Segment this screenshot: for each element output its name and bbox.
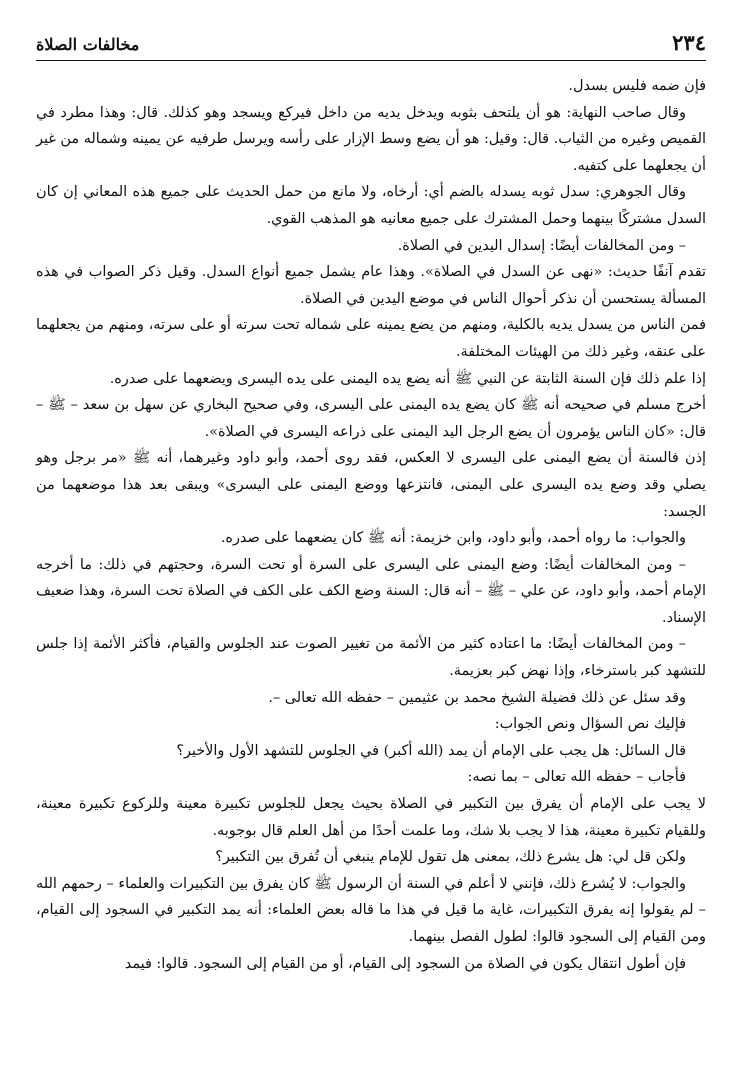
paragraph: فإليك نص السؤال ونص الجواب: — [494, 716, 686, 733]
paragraph: وقد سئل عن ذلك فضيلة الشيخ محمد بن عثيمين – حفظه الله تعالى –. — [268, 689, 686, 706]
page-number: ٢٣٤ — [672, 30, 706, 55]
paragraph: والجواب: لا يُشرع ذلك، فإنني لا أعلم في السنة أن الرسول ﷺ كان يفرق بين التكبيرات والعلماء – رحمهم الله – لم يقولوا إنه يفرق التكبيرات، غاية ما قيل في هذا ما قاله بعض العلماء: أنه يمد التكبير في السجود إلى القيام، ومن القيام إلى السجود قالوا: لطول الفصل بينهما. — [36, 875, 706, 945]
paragraph: – ومن المخالفات أيضًا: وضع اليمنى على اليسرى على السرة أو تحت السرة، وحجتهم في ذلك: ما أخرجه الإمام أحمد، وأبو داود، عن علي – ﷺ – أنه قال: السنة وضع الكف على الكف في الصلاة تحت السرة، وهذا ضعيف الإسناد. — [36, 556, 706, 626]
paragraph: قال السائل: هل يجب على الإمام أن يمد (الله أكبر) في الجلوس للتشهد الأول والأخير؟ — [176, 742, 686, 759]
paragraph: وقال الجوهري: سدل ثوبه يسدله بالضم أي: أرخاه، ولا مانع من حمل الحديث على جميع هذه المعاني إن كان السدل مشتركًا بينهما وحمل المشترك على جميع معانيه هو المذهب القوي. — [36, 184, 706, 227]
paragraph: إذن فالسنة أن يضع اليمنى على اليسرى لا العكس، فقد روى أحمد، وأبو داود وغيرهما، أنه ﷺ «مر برجل وهو يصلي وقد وضع يده اليسرى على اليمنى، فانتزعها ووضع اليمنى على اليسرى» ويبقى بعد هذا موضعهما من الجسد: — [36, 450, 706, 520]
paragraph: فأجاب – حفظه الله تعالى – بما نصه: — [467, 769, 686, 786]
paragraph: فإن أطول انتقال يكون في الصلاة من السجود إلى القيام، أو من القيام إلى السجود. قالوا: فيمد — [124, 955, 686, 972]
paragraph: إذا علم ذلك فإن السنة الثابتة عن النبي ﷺ أنه يضع يده اليمنى على يده اليسرى ويضعهما على صدره. — [109, 370, 706, 387]
paragraph: وقال صاحب النهاية: هو أن يلتحف بثوبه ويدخل يديه من داخل فيركع ويسجد وهو كذلك. قال: وهذا مطرد في القميص وغيره من الثياب. قال: وقيل: هو أن يضع وسط الإزار على رأسه ويرسل طرفيه عن يمينه وشماله من غير أن يجعلهما على كتفيه. — [36, 104, 706, 174]
paragraph: فمن الناس من يسدل يديه بالكلية، ومنهم من يضع يمينه على شماله تحت سرته أو على سرته، ومنهم من يجعلهما على عنقه، وغير ذلك من الهيئات المختلفة. — [36, 317, 706, 360]
body-text — [36, 73, 706, 977]
paragraph: – ومن المخالفات أيضًا: ما اعتاده كثير من الأئمة من تغيير الصوت عند الجلوس والقيام، فأكثر الأئمة إذا جلس للتشهد كبر باسترخاء، وإذا نهض كبر بعزيمة. — [36, 636, 706, 680]
paragraph: تقدم آنفًا حديث: «نهى عن السدل في الصلاة». وهذا عام يشمل جميع أنواع السدل. وقيل ذكر الصواب في هذه المسألة يستحسن أن نذكر أحوال الناس في موضع اليدين في الصلاة. — [36, 264, 706, 307]
running-header — [36, 30, 706, 61]
paragraph: والجواب: ما رواه أحمد، وأبو داود، وابن خزيمة: أنه ﷺ كان يضعهما على صدره. — [220, 530, 686, 547]
paragraph: ولكن قل لي: هل يشرع ذلك، بمعنى هل تقول للإمام ينبغي أن تُفرق بين التكبير؟ — [215, 849, 686, 866]
paragraph: فإن ضمه فليس بسدل. — [568, 78, 706, 94]
paragraph: أخرج مسلم في صحيحه أنه ﷺ كان يضع يده اليمنى على اليسرى، وفي صحيح البخاري عن سهل بن سعد – ﷺ – قال: «كان الناس يؤمرون أن يضع الرجل اليد اليمنى على ذراعه اليسرى في الصلاة». — [36, 397, 706, 440]
paragraph: – ومن المخالفات أيضًا: إسدال اليدين في الصلاة. — [397, 237, 686, 254]
paragraph: لا يجب على الإمام أن يفرق بين التكبير في الصلاة بحيث يجعل للجلوس تكبيرة معينة وللركوع تكبيرة معينة، وللقيام تكبيرة معينة، هذا لا يجب بلا شك، وما علمت أحدًا من أهل العلم قال بوجوبه. — [36, 796, 706, 839]
chapter-title: مخالفات الصلاة — [36, 35, 140, 54]
